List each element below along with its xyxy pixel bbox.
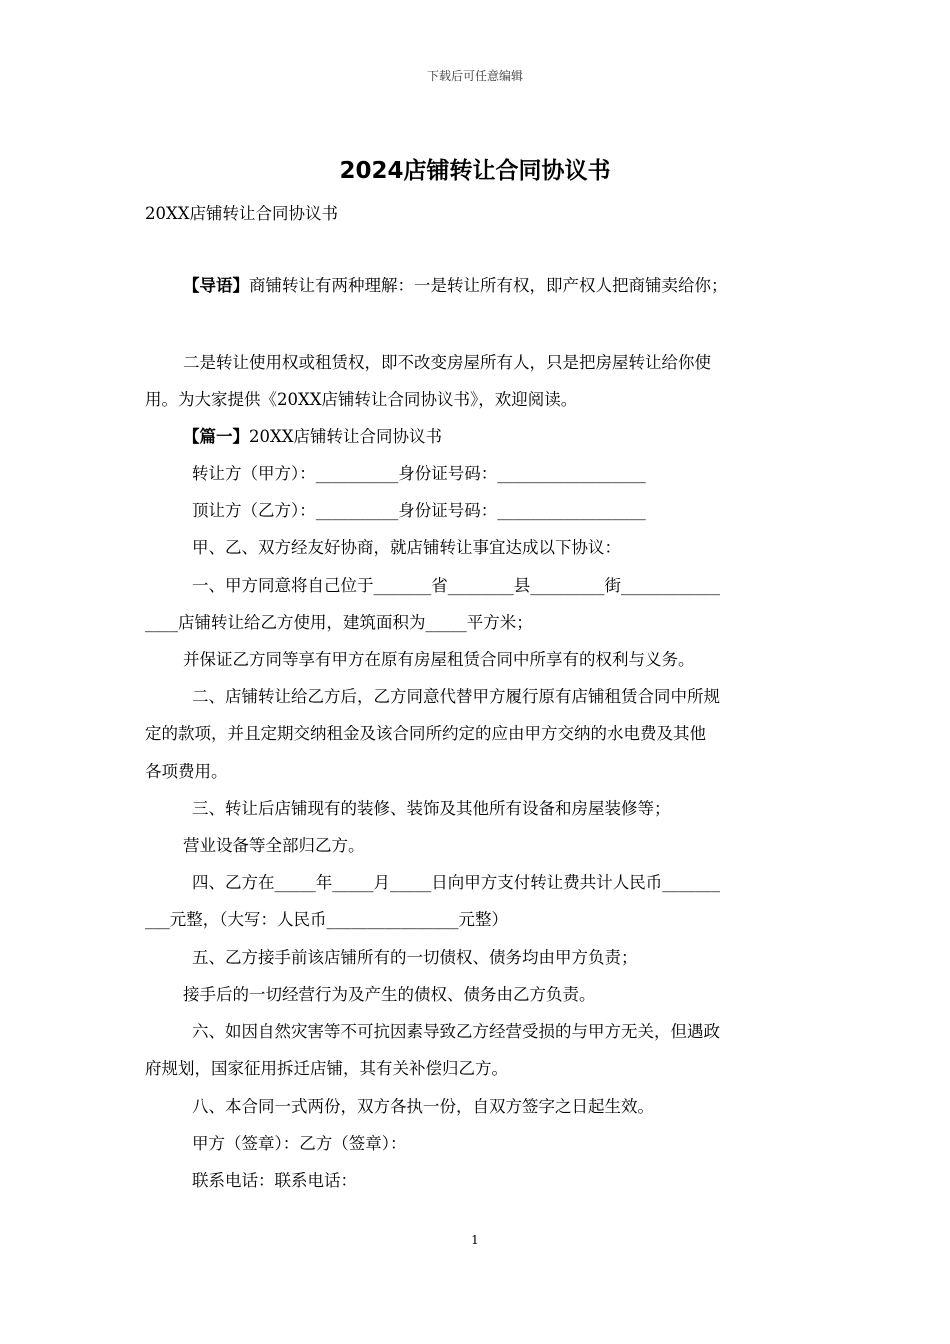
- phone-line: 联系电话：联系电话：: [192, 1171, 357, 1190]
- clause-2-line-3: 各项费用。: [145, 762, 228, 781]
- transferee-line: 顶让方（乙方）：__________身份证号码：__________________: [192, 501, 646, 520]
- header-note: 下载后可任意编辑: [426, 69, 523, 83]
- document-subtitle: 20XX店铺转让合同协议书: [145, 204, 338, 223]
- clause-4-line-2: ___元整，（大写：人民币________________元整）: [145, 910, 508, 929]
- page-number: 1: [471, 1233, 479, 1247]
- clause-1-line-1: 一、甲方同意将自己位于_______省________县_________街____________: [192, 576, 720, 595]
- clause-1-line-3: 并保证乙方同等享有甲方在原有房屋租赁合同中所享有的权利与义务。: [183, 650, 695, 669]
- clause-3-line-1: 三、转让后店铺现有的装修、装饰及其他所有设备和房屋装修等；: [192, 799, 671, 818]
- clause-3-line-2: 营业设备等全部归乙方。: [183, 836, 365, 855]
- document-title: 2024店铺转让合同协议书: [339, 158, 611, 184]
- clause-5-line-2: 接手后的一切经营行为及产生的债权、债务由乙方负责。: [183, 985, 596, 1004]
- clause-5-line-1: 五、乙方接手前该店铺所有的一切债权、债务均由甲方负责；: [192, 948, 638, 967]
- clause-2-line-2: 定的款项，并且定期交纳租金及该合同所约定的应由甲方交纳的水电费及其他: [145, 724, 706, 743]
- intro-line-1: [183, 274, 848, 298]
- section-title: 20XX店铺转让合同协议书: [249, 427, 442, 446]
- section-heading: [183, 425, 848, 449]
- signature-line: 甲方（签章）：乙方（签章）：: [192, 1134, 407, 1153]
- intro-text-1: 商铺转让有两种理解：一是转让所有权，即产权人把商铺卖给你；: [249, 276, 728, 295]
- clause-4-line-1: 四、乙方在_____年_____月_____日向甲方支付转让费共计人民币_______: [192, 873, 720, 892]
- preamble-line: 甲、乙、双方经友好协商，就店铺转让事宜达成以下协议：: [192, 538, 621, 557]
- intro-line-3: 用。为大家提供《20XX店铺转让合同协议书》，欢迎阅读。: [145, 390, 578, 409]
- intro-line-2: 二是转让使用权或租赁权，即不改变房屋所有人，只是把房屋转让给你使: [183, 353, 711, 372]
- intro-label: 【导语】: [183, 276, 249, 295]
- clause-6-line-2: 府规划，国家征用拆迁店铺，其有关补偿归乙方。: [145, 1059, 508, 1078]
- transferor-line: 转让方（甲方）：__________身份证号码：__________________: [192, 464, 646, 483]
- clause-2-line-1: 二、店铺转让给乙方后，乙方同意代替甲方履行原有店铺租赁合同中所规: [192, 687, 720, 706]
- clause-6-line-1: 六、如因自然灾害等不可抗因素导致乙方经营受损的与甲方无关，但遇政: [192, 1022, 720, 1041]
- clause-1-line-2: ____店铺转让给乙方使用，建筑面积为_____平方米；: [145, 613, 533, 632]
- clause-8-line-1: 八、本合同一式两份，双方各执一份，自双方签字之日起生效。: [192, 1097, 654, 1116]
- section-label: 【篇一】: [183, 427, 249, 446]
